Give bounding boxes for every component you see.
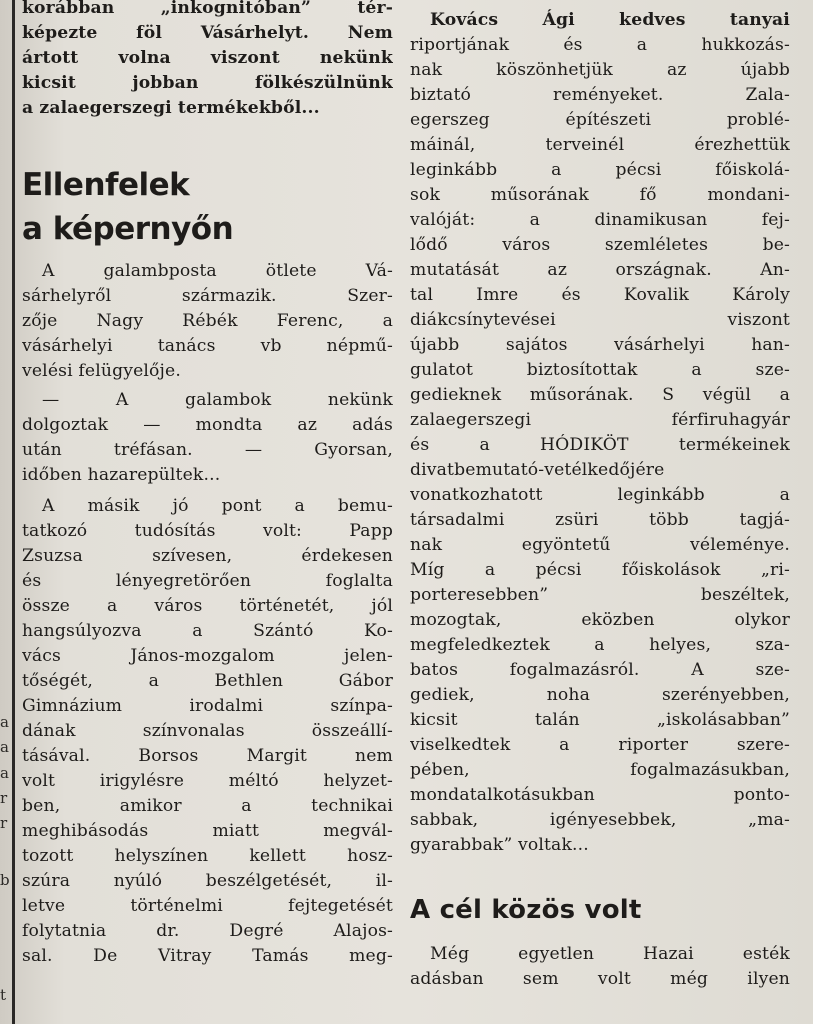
text-line: sabbak, igényesebbek, „ma-: [410, 810, 790, 830]
text-line: gedieknek műsorának. S végül a: [410, 385, 790, 405]
text-line: Míg a pécsi főiskolások „ri-: [410, 560, 790, 580]
text-line: mutatását az országnak. An-: [410, 260, 790, 280]
right-column: [410, 8, 790, 992]
text-line: dolgoztak — mondta az adás: [22, 415, 393, 435]
text-line: dának színvonalas összeállí-: [22, 721, 393, 741]
text-line: batos fogalmazásról. A sze-: [410, 660, 790, 680]
text-line: szúra nyúló beszélgetését, il-: [22, 871, 393, 891]
paragraph: [410, 8, 790, 858]
text-line: a zalaegerszegi termékekből...: [22, 98, 320, 118]
text-line: képezte föl Vásárhelyt. Nem: [22, 23, 393, 43]
text-line: gulatot biztosítottak a sze-: [410, 360, 790, 380]
text-line: mondatalkotásukban ponto-: [410, 785, 790, 805]
text-line: mozogtak, eközben olykor: [410, 610, 790, 630]
text-line: sal. De Vitray Tamás meg-: [22, 946, 393, 966]
text-line: hangsúlyozva a Szántó Ko-: [22, 621, 393, 641]
margin-fragment: r: [0, 814, 8, 832]
text-line: és a HÓDIKÖT termékeinek: [410, 435, 790, 455]
paragraph: [22, 388, 393, 488]
section-heading: [22, 163, 393, 251]
heading-line: a képernyőn: [22, 211, 234, 247]
margin-fragment: b: [0, 871, 10, 889]
text-line: velési felügyelője.: [22, 361, 181, 381]
margin-fragment: a: [0, 713, 9, 731]
text-line: meghibásodás miatt megvál-: [22, 821, 393, 841]
paragraph: [22, 259, 393, 384]
text-line: nak köszönhetjük az újabb: [410, 60, 790, 80]
text-line: valóját: a dinamikusan fej-: [410, 210, 790, 230]
text-line: letve történelmi fejtegetését: [22, 896, 393, 916]
section-heading: A cél közös volt: [410, 895, 642, 925]
text-line: egerszeg építészeti problé-: [410, 110, 790, 130]
text-line: divatbemutató-vetélkedőjére: [410, 460, 665, 480]
text-line: össze a város történetét, jól: [22, 596, 393, 616]
paragraph: [22, 494, 393, 969]
text-line: adásban sem volt még ilyen: [410, 969, 790, 989]
text-line: tozott helyszínen kellett hosz-: [22, 846, 393, 866]
text-line: vács János-mozgalom jelen-: [22, 646, 393, 666]
margin-fragment: a: [0, 764, 9, 782]
text-line: megfeledkeztek a helyes, sza-: [410, 635, 790, 655]
text-line: gyarabbak” voltak...: [410, 835, 589, 855]
text-line: máinál, terveinél érezhettük: [410, 135, 790, 155]
text-line: gediek, noha szerényebben,: [410, 685, 790, 705]
text-line: kicsit talán „iskolásabban”: [410, 710, 790, 730]
left-column: [22, 0, 393, 969]
text-line: tatkozó tudósítás volt: Papp: [22, 521, 393, 541]
text-line: diákcsínytevései viszont: [410, 310, 790, 330]
text-line: vásárhelyi tanács vb népmű-: [22, 336, 393, 356]
text-line: volt irigylésre méltó helyzet-: [22, 771, 393, 791]
text-line: kicsit jobban fölkészülnünk: [22, 73, 393, 93]
text-line: vonatkozhatott leginkább a: [410, 485, 790, 505]
text-line: folytatnia dr. Degré Alajos-: [22, 921, 393, 941]
text-line: újabb sajátos vásárhelyi han-: [410, 335, 790, 355]
text-line: zalaegerszegi férfiruhagyár: [410, 410, 790, 430]
margin-fragment: t: [0, 986, 7, 1004]
text-line: időben hazarepültek...: [22, 465, 221, 485]
top-paragraph: [22, 0, 393, 121]
text-line: biztató reményeket. Zala-: [410, 85, 790, 105]
text-line: sárhelyről származik. Szer-: [22, 286, 393, 306]
text-line: leginkább a pécsi főiskolá-: [410, 160, 790, 180]
paragraph: [410, 942, 790, 992]
heading-line: Ellenfelek: [22, 167, 190, 203]
text-line: társadalmi zsüri több tagjá-: [410, 510, 790, 530]
text-line: Kovács Ági kedves tanyai: [430, 10, 790, 30]
text-line: tal Imre és Kovalik Károly: [410, 285, 790, 305]
text-line: sok műsorának fő mondani-: [410, 185, 790, 205]
margin-fragment: a: [0, 738, 9, 756]
text-line: lődő város szemléletes be-: [410, 235, 790, 255]
text-line: — A galambok nekünk: [42, 390, 393, 410]
text-line: ben, amikor a technikai: [22, 796, 393, 816]
margin-fragment: r: [0, 789, 8, 807]
text-line: és lényegretörően foglalta: [22, 571, 393, 591]
text-line: porteresebben” beszéltek,: [410, 585, 790, 605]
text-line: A másik jó pont a bemu-: [42, 496, 393, 516]
text-line: ártott volna viszont nekünk: [22, 48, 393, 68]
text-line: Gimnázium irodalmi színpa-: [22, 696, 393, 716]
text-line: A galambposta ötlete Vá-: [42, 261, 393, 281]
text-line: Még egyetlen Hazai esték: [430, 944, 790, 964]
text-line: pében, fogalmazásukban,: [410, 760, 790, 780]
column-rule: [12, 0, 15, 1024]
text-line: riportjának és a hukkozás-: [410, 35, 790, 55]
text-line: viselkedtek a riporter szere-: [410, 735, 790, 755]
text-line: után tréfásan. — Gyorsan,: [22, 440, 393, 460]
text-line: zője Nagy Rébék Ferenc, a: [22, 311, 393, 331]
text-line: korábban „inkognitóban” tér-: [22, 0, 393, 18]
text-line: tőségét, a Bethlen Gábor: [22, 671, 393, 691]
text-line: tásával. Borsos Margit nem: [22, 746, 393, 766]
text-line: nak egyöntetű véleménye.: [410, 535, 790, 555]
text-line: Zsuzsa szívesen, érdekesen: [22, 546, 393, 566]
